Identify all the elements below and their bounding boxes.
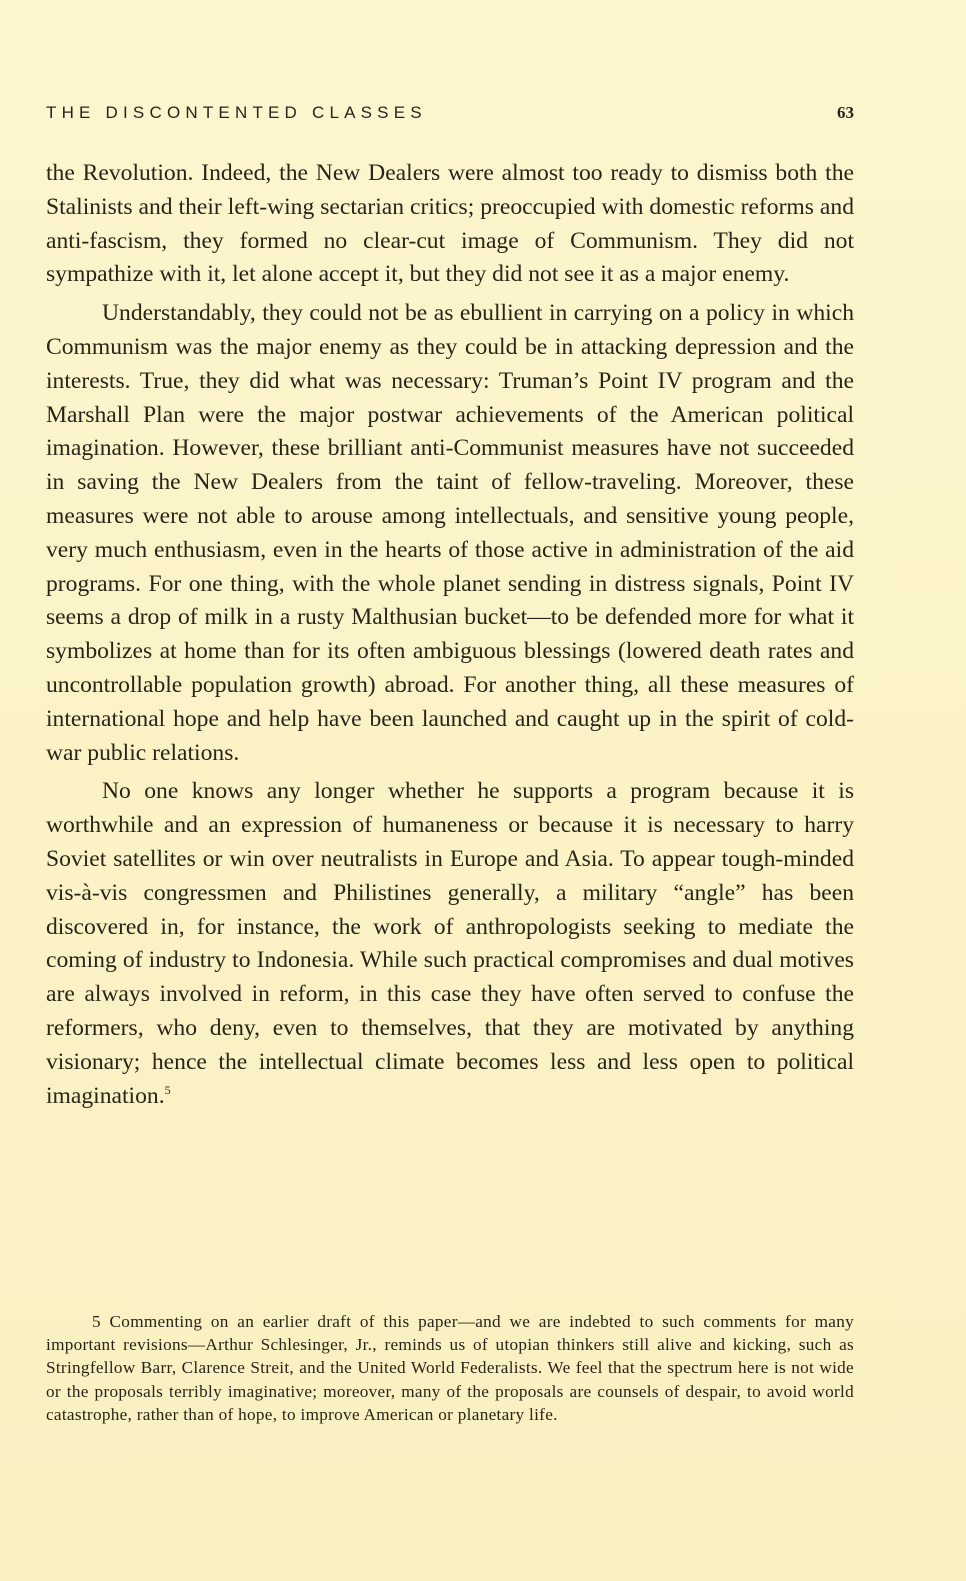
footnotes bbox=[46, 1310, 854, 1426]
body-text bbox=[46, 157, 854, 1118]
footnote-number: 5 bbox=[92, 1312, 101, 1331]
paragraph-3 bbox=[46, 775, 854, 1113]
running-title: THE DISCONTENTED CLASSES bbox=[46, 103, 427, 122]
paragraph-3-text: No one knows any longer whether he supports a program because it is worthwhile and an expression of humaneness or because it is necessary to harry Soviet satellites or win over neutralists in Europe and Asia. To appear tough-minded vis-à-vis congressmen and Philistines generally, a military “angle” has been discovered in, for instance, the work of anthropologists seeking to mediate the coming of industry to Indonesia. While such practical compromises and dual motives are always involved in reform, in this case they have often served to confuse the reformers, who deny, even to themselves, that they are motivated by anything visionary; hence the intellectual climate becomes less and less open to political imagination. bbox=[46, 778, 854, 1109]
footnote-5 bbox=[46, 1310, 854, 1426]
paragraph-1: the Revolution. Indeed, the New Dealers were almost too ready to dismiss both the Stalinists and their left-wing sectarian critics; preoccupied with domestic reforms and anti-fascism, they formed no clear-cut image of Communism. They did not sympathize with it, let alone accept it, but they did not see it as a major enemy. bbox=[46, 160, 854, 288]
footnote-reference[interactable]: 5 bbox=[164, 1082, 171, 1097]
running-head bbox=[46, 103, 858, 129]
footnote-text: Commenting on an earlier draft of this paper—and we are indebted to such comments for many important revisions—Arthur Schlesinger, Jr., reminds us of utopian thinkers still alive and kicking, such as Stringfellow Barr, Clarence Streit, and the United World Federalists. We feel that the spectrum here is not wide or the proposals terribly imaginative; moreover, many of the proposals are counsels of despair, to avoid world catastrophe, rather than of hope, to improve American or planetary life. bbox=[46, 1312, 854, 1424]
paragraph-2: Understandably, they could not be as ebullient in carrying on a policy in which Communism was the major enemy as they could be in attacking depression and the interests. True, they did what was necessary: Truman’s Point IV program and the Marshall Plan were the major postwar achievements of the American political imagination. However, these brilliant anti-Communist measures have not succeeded in saving the New Dealers from the taint of fellow-traveling. Moreover, these measures were not able to arouse among intellectuals, and sensitive young people, very much enthusiasm, even in the hearts of those active in administration of the aid programs. For one thing, with the whole planet sending in distress signals, Point IV seems a drop of milk in a rusty Malthusian bucket—to be defended more for what it symbolizes at home than for its often ambiguous blessings (lowered death rates and uncontrollable population growth) abroad. For another thing, all these measures of international hope and help have been launched and caught up in the spirit of cold-war public relations. bbox=[46, 300, 854, 766]
page-number: 63 bbox=[837, 103, 854, 122]
